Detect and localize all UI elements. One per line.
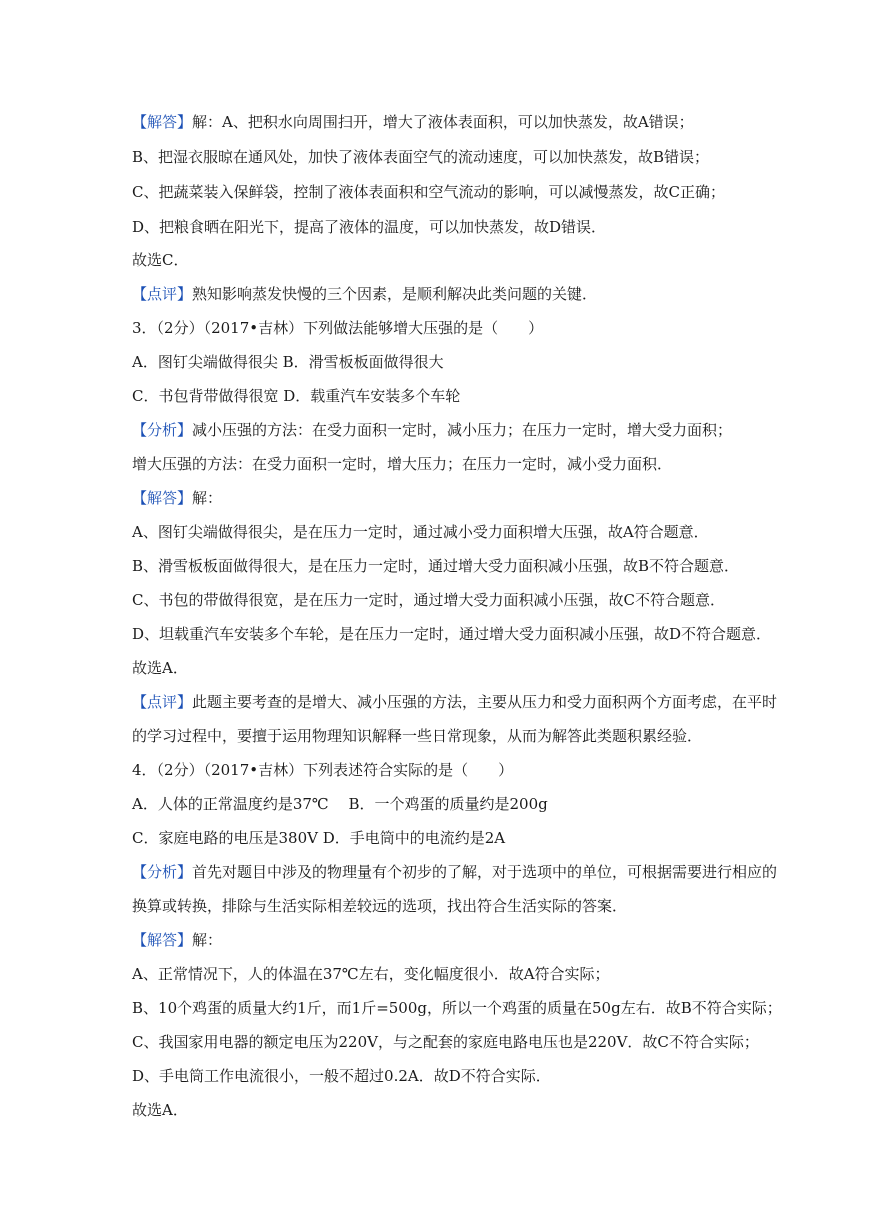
line-text: C．书包背带做得很宽 D．载重汽车安装多个车轮 — [132, 387, 461, 405]
line-text: B、把湿衣服晾在通风处，加快了液体表面空气的流动速度，可以加快蒸发，故B错误； — [132, 148, 710, 166]
line-text: A、正常情况下，人的体温在37℃左右，变化幅度很小．故A符合实际； — [132, 965, 610, 983]
line-text: 的学习过程中，要擅于运用物理知识解释一些日常现象，从而为解答此类题积累经验． — [132, 727, 703, 745]
text-line — [132, 112, 809, 132]
text-line — [132, 522, 809, 542]
line-text: 解：A、把积水向周围扫开，增大了液体表面积，可以加快蒸发，故A错误； — [192, 113, 694, 131]
text-line — [132, 147, 809, 167]
line-text: 换算或转换，排除与生活实际相差较远的选项，找出符合生活实际的答案． — [132, 897, 628, 915]
text-line — [132, 896, 809, 916]
section-tag: 【点评】 — [132, 285, 193, 303]
line-text: A、图钉尖端做得很尖，是在压力一定时，通过减小受力面积增大压强，故A符合题意． — [132, 523, 709, 541]
section-tag: 【解答】 — [132, 489, 193, 507]
text-line — [132, 454, 809, 474]
text-line — [132, 420, 809, 440]
text-line — [132, 217, 809, 237]
line-text: 故选A． — [132, 659, 188, 677]
line-text: 3．（2分）（2017•吉林）下列做法能够增大压强的是（ ） — [132, 319, 544, 337]
text-line — [132, 590, 809, 610]
line-text: A．人体的正常温度约是37℃ B．一个鸡蛋的质量约是200g — [132, 795, 548, 813]
line-text: 增大压强的方法：在受力面积一定时，增大压力；在压力一定时，减小受力面积． — [132, 455, 673, 473]
line-text: D、把粮食晒在阳光下，提高了液体的温度，可以加快蒸发，故D错误． — [132, 218, 607, 236]
text-line — [132, 386, 809, 406]
text-line — [132, 318, 809, 338]
text-line — [132, 1100, 809, 1120]
text-line — [132, 964, 809, 984]
text-line — [132, 692, 809, 712]
text-line — [132, 284, 809, 304]
line-text: 故选A． — [132, 1101, 188, 1119]
text-line — [132, 1032, 809, 1052]
line-text: D、坦载重汽车安装多个车轮，是在压力一定时，通过增大受力面积减小压强，故D不符合题意． — [132, 625, 772, 643]
text-line — [132, 182, 809, 202]
line-text: C．家庭电路的电压是380V D．手电筒中的电流约是2A — [132, 829, 506, 847]
line-text: B、10个鸡蛋的质量大约1斤，而1斤=500g，所以一个鸡蛋的质量在50g左右．故B不符合实际； — [132, 999, 782, 1017]
text-line — [132, 1066, 809, 1086]
line-text: B、滑雪板板面做得很大，是在压力一定时，通过增大受力面积减小压强，故B不符合题意． — [132, 557, 740, 575]
line-text: 解： — [192, 931, 223, 949]
line-text: 此题主要考查的是增大、减小压强的方法，主要从压力和受力面积两个方面考虑，在平时 — [192, 693, 778, 711]
text-line — [132, 624, 809, 644]
text-line — [132, 556, 809, 576]
text-line — [132, 658, 809, 678]
section-tag: 【点评】 — [132, 693, 193, 711]
line-text: 解： — [192, 489, 223, 507]
line-text: 故选C． — [132, 251, 189, 269]
text-line — [132, 930, 809, 950]
section-tag: 【解答】 — [132, 113, 193, 131]
section-tag: 【分析】 — [132, 421, 193, 439]
text-line — [132, 726, 809, 746]
text-line — [132, 760, 809, 780]
line-text: 熟知影响蒸发快慢的三个因素，是顺利解决此类问题的关键． — [192, 285, 598, 303]
line-text: D、手电筒工作电流很小，一般不超过0.2A．故D不符合实际． — [132, 1067, 551, 1085]
text-line — [132, 794, 809, 814]
line-text: 首先对题目中涉及的物理量有个初步的了解，对于选项中的单位，可根据需要进行相应的 — [192, 863, 778, 881]
section-tag: 【分析】 — [132, 863, 193, 881]
text-line — [132, 998, 809, 1018]
line-text: C、把蔬菜装入保鲜袋，控制了液体表面积和空气流动的影响，可以减慢蒸发，故C正确； — [132, 183, 725, 201]
text-line — [132, 352, 809, 372]
line-text: 4．（2分）（2017•吉林）下列表述符合实际的是（ ） — [132, 761, 514, 779]
line-text: C、书包的带做得很宽，是在压力一定时，通过增大受力面积减小压强，故C不符合题意． — [132, 591, 725, 609]
text-line — [132, 862, 809, 882]
section-tag: 【解答】 — [132, 931, 193, 949]
line-text: 减小压强的方法：在受力面积一定时，减小压力；在压力一定时，增大受力面积； — [192, 421, 733, 439]
text-line — [132, 250, 809, 270]
line-text: C、我国家用电器的额定电压为220V，与之配套的家庭电路电压也是220V．故C不符合实际； — [132, 1033, 759, 1051]
text-line — [132, 828, 809, 848]
text-line — [132, 488, 809, 508]
line-text: A．图钉尖端做得很尖 B．滑雪板板面做得很大 — [132, 353, 444, 371]
